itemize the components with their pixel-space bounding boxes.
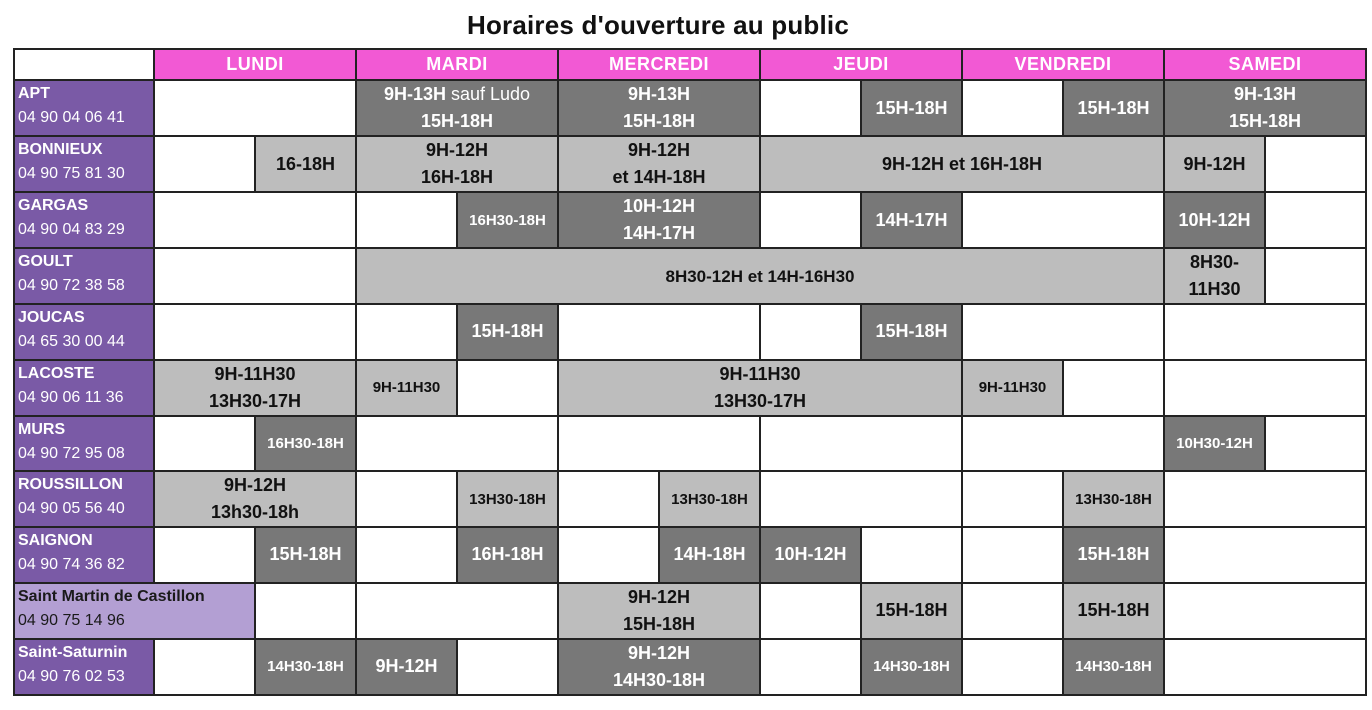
hours-text: 15H-18H (269, 544, 342, 565)
empty-slot (154, 416, 255, 472)
table-row (14, 248, 1366, 304)
town-phone: 04 90 04 83 29 (18, 221, 125, 238)
hours-text: 15H-18H (875, 600, 948, 621)
town-phone: 04 90 72 38 58 (18, 277, 125, 294)
hours-slot (457, 192, 558, 248)
hours-slot (154, 471, 356, 527)
hours-slot (356, 639, 457, 695)
hours-text: 13H30-18H (1075, 490, 1152, 508)
town-name: BONNIEUX (18, 141, 103, 158)
table-row (14, 304, 1366, 360)
empty-slot (1164, 471, 1366, 527)
corner-cell (14, 49, 154, 80)
hours-text: 14H-18H (673, 544, 746, 565)
hours-slot (861, 80, 962, 136)
empty-slot (154, 304, 356, 360)
empty-slot (1063, 360, 1164, 416)
empty-slot (962, 304, 1164, 360)
empty-slot (1164, 639, 1366, 695)
day-header: SAMEDI (1164, 49, 1366, 80)
empty-slot (356, 527, 457, 583)
empty-slot (1164, 360, 1366, 416)
hours-text: 9H-12H (1183, 153, 1246, 174)
day-header-row (14, 49, 1366, 80)
hours-slot (1063, 639, 1164, 695)
hours-text: 15H-18H (622, 111, 696, 131)
hours-text: 9H-12H (627, 586, 691, 607)
hours-slot (659, 471, 760, 527)
hours-slot (1164, 248, 1265, 304)
day-header: LUNDI (154, 49, 356, 80)
town-cell (14, 527, 154, 583)
town-phone: 04 90 75 14 96 (18, 611, 125, 629)
hours-text: 15H-18H (1077, 544, 1150, 565)
hours-slot (558, 639, 760, 695)
hours-slot (255, 527, 356, 583)
hours-text: 13h30-18h (210, 502, 300, 523)
hours-slot (255, 136, 356, 192)
schedule-body (14, 80, 1366, 695)
hours-text: 9H-11H30 (719, 363, 801, 384)
town-cell (14, 192, 154, 248)
hours-slot (356, 80, 558, 136)
town-cell (14, 136, 154, 192)
town-cell (14, 360, 154, 416)
town-phone: 04 90 06 11 36 (18, 388, 124, 406)
empty-slot (962, 192, 1164, 248)
empty-slot (154, 248, 356, 304)
town-name: GOULT (18, 253, 73, 270)
hours-slot (861, 639, 962, 695)
hours-slot (1164, 192, 1265, 248)
hours-text: 16H-18H (420, 167, 494, 187)
town-name: LACOSTE (18, 364, 95, 382)
town-cell (14, 639, 154, 695)
empty-slot (1265, 416, 1366, 472)
town-name: SAIGNON (18, 532, 93, 550)
hours-text: 11H30 (1188, 279, 1241, 299)
hours-text: 13H30-18H (671, 490, 748, 508)
empty-slot (760, 639, 861, 695)
hours-slot (457, 304, 558, 360)
hours-text: 10H30-12H (1176, 434, 1253, 452)
hours-text: 9H-12H (627, 140, 691, 160)
town-name: JOUCAS (18, 309, 85, 326)
page-title: Horaires d'ouverture au public (466, 10, 850, 40)
hours-slot (255, 639, 356, 695)
hours-slot (1164, 80, 1366, 136)
table-row (14, 471, 1366, 527)
hours-text: et 14H-18H (612, 167, 706, 187)
town-cell (14, 80, 154, 136)
empty-slot (154, 527, 255, 583)
town-phone: 04 65 30 00 44 (18, 333, 125, 350)
hours-slot (861, 583, 962, 639)
hours-text: 14H30-18H (1075, 658, 1152, 676)
table-row (14, 136, 1366, 192)
empty-slot (962, 583, 1063, 639)
hours-text: 13H30-17H (208, 390, 302, 411)
empty-slot (154, 639, 255, 695)
empty-slot (356, 192, 457, 248)
hours-text: 9H-13H (627, 84, 691, 104)
empty-slot (760, 471, 962, 527)
hours-slot (861, 304, 962, 360)
hours-text: 14H-17H (875, 209, 948, 230)
hours-text: 10H-12H (622, 196, 696, 216)
town-phone: 04 90 74 36 82 (18, 556, 125, 574)
empty-slot (760, 80, 861, 136)
hours-note: sauf Ludo (445, 84, 531, 104)
hours-text: 10H-12H (1178, 209, 1251, 230)
town-cell (14, 583, 255, 639)
hours-text: 15H-18H (471, 321, 544, 342)
hours-slot (356, 360, 457, 416)
hours-slot (558, 136, 760, 192)
town-name: MURS (18, 420, 66, 438)
hours-text: 13H30-17H (713, 390, 807, 411)
hours-text: 15H-18H (1077, 97, 1150, 118)
hours-slot (659, 527, 760, 583)
empty-slot (457, 639, 558, 695)
hours-slot (356, 248, 1164, 304)
hours-slot (457, 471, 558, 527)
empty-slot (760, 192, 861, 248)
empty-slot (558, 471, 659, 527)
empty-slot (558, 527, 659, 583)
hours-text: 8H30- (1189, 252, 1240, 272)
hours-text: 14H30-18H (612, 669, 706, 690)
town-name: Saint-Saturnin (18, 643, 128, 661)
hours-slot (558, 583, 760, 639)
empty-slot (760, 304, 861, 360)
hours-slot (1063, 471, 1164, 527)
hours-text: 16-18H (275, 153, 336, 174)
empty-slot (255, 583, 356, 639)
empty-slot (1265, 248, 1366, 304)
hours-text: 15H-18H (875, 97, 948, 118)
hours-slot (1063, 583, 1164, 639)
hours-slot (255, 416, 356, 472)
empty-slot (760, 583, 861, 639)
empty-slot (154, 192, 356, 248)
empty-slot (1164, 583, 1366, 639)
hours-text: 14H30-18H (873, 658, 950, 676)
hours-slot (1164, 136, 1265, 192)
hours-text: 15H-18H (875, 321, 948, 342)
town-phone: 04 90 72 95 08 (18, 444, 125, 462)
empty-slot (962, 527, 1063, 583)
table-row (14, 80, 1366, 136)
hours-text: 16H30-18H (267, 434, 344, 452)
empty-slot (962, 416, 1164, 472)
table-row (14, 360, 1366, 416)
hours-slot (558, 80, 760, 136)
opening-hours-table (13, 48, 1367, 696)
empty-slot (154, 136, 255, 192)
empty-slot (154, 80, 356, 136)
hours-text: 16H-18H (471, 544, 544, 565)
empty-slot (558, 416, 760, 472)
hours-text: 15H-18H (420, 111, 494, 131)
town-cell (14, 248, 154, 304)
hours-text: 9H-13H sauf Ludo (383, 84, 531, 104)
empty-slot (558, 304, 760, 360)
town-phone: 04 90 75 81 30 (18, 165, 125, 182)
hours-text: 9H-12H (375, 656, 438, 677)
hours-slot (457, 527, 558, 583)
empty-slot (962, 639, 1063, 695)
hours-text: 15H-18H (1077, 600, 1150, 621)
empty-slot (1164, 527, 1366, 583)
hours-text: 9H-12H (223, 475, 287, 496)
hours-slot (760, 136, 1164, 192)
empty-slot (1265, 136, 1366, 192)
hours-text: 9H-11H30 (214, 363, 296, 384)
hours-text: 9H-13H (1233, 84, 1297, 104)
hours-text: 9H-11H30 (978, 379, 1047, 397)
hours-text: 10H-12H (774, 544, 847, 565)
hours-text: 13H30-18H (469, 490, 546, 508)
empty-slot (356, 416, 558, 472)
empty-slot (962, 471, 1063, 527)
day-header: JEUDI (760, 49, 962, 80)
town-phone: 04 90 05 56 40 (18, 500, 125, 518)
hours-text: 9H-12H et 16H-18H (881, 153, 1043, 174)
hours-slot (558, 360, 962, 416)
hours-slot (154, 360, 356, 416)
hours-slot (356, 136, 558, 192)
hours-slot (760, 527, 861, 583)
empty-slot (356, 304, 457, 360)
hours-text: 14H30-18H (267, 658, 344, 676)
empty-slot (861, 527, 962, 583)
day-header: MARDI (356, 49, 558, 80)
hours-text: 15H-18H (622, 613, 696, 634)
table-row (14, 192, 1366, 248)
empty-slot (1164, 304, 1366, 360)
empty-slot (356, 583, 558, 639)
table-row (14, 583, 1366, 639)
table-row (14, 416, 1366, 472)
empty-slot (760, 416, 962, 472)
hours-text: 9H-11H30 (372, 379, 441, 397)
day-header: VENDREDI (962, 49, 1164, 80)
empty-slot (457, 360, 558, 416)
town-phone: 04 90 04 06 41 (18, 109, 125, 126)
empty-slot (962, 80, 1063, 136)
hours-text: 9H-12H (627, 642, 691, 663)
hours-slot (558, 192, 760, 248)
hours-text: 15H-18H (1228, 111, 1302, 131)
hours-text: 9H-12H (425, 140, 489, 160)
hours-slot (1063, 527, 1164, 583)
hours-slot (1164, 416, 1265, 472)
empty-slot (1265, 192, 1366, 248)
town-cell (14, 416, 154, 472)
table-row (14, 639, 1366, 695)
day-header: MERCREDI (558, 49, 760, 80)
hours-text: 16H30-18H (469, 211, 546, 229)
town-cell (14, 471, 154, 527)
hours-text: 8H30-12H et 14H-16H30 (665, 266, 855, 286)
table-row (14, 527, 1366, 583)
town-name: APT (18, 85, 50, 102)
empty-slot (356, 471, 457, 527)
hours-slot (962, 360, 1063, 416)
town-phone: 04 90 76 02 53 (18, 667, 125, 685)
hours-slot (861, 192, 962, 248)
town-name: GARGAS (18, 197, 89, 214)
town-name: ROUSSILLON (18, 476, 123, 494)
hours-slot (1063, 80, 1164, 136)
town-name: Saint Martin de Castillon (18, 587, 205, 605)
town-cell (14, 304, 154, 360)
hours-text: 14H-17H (622, 223, 696, 243)
